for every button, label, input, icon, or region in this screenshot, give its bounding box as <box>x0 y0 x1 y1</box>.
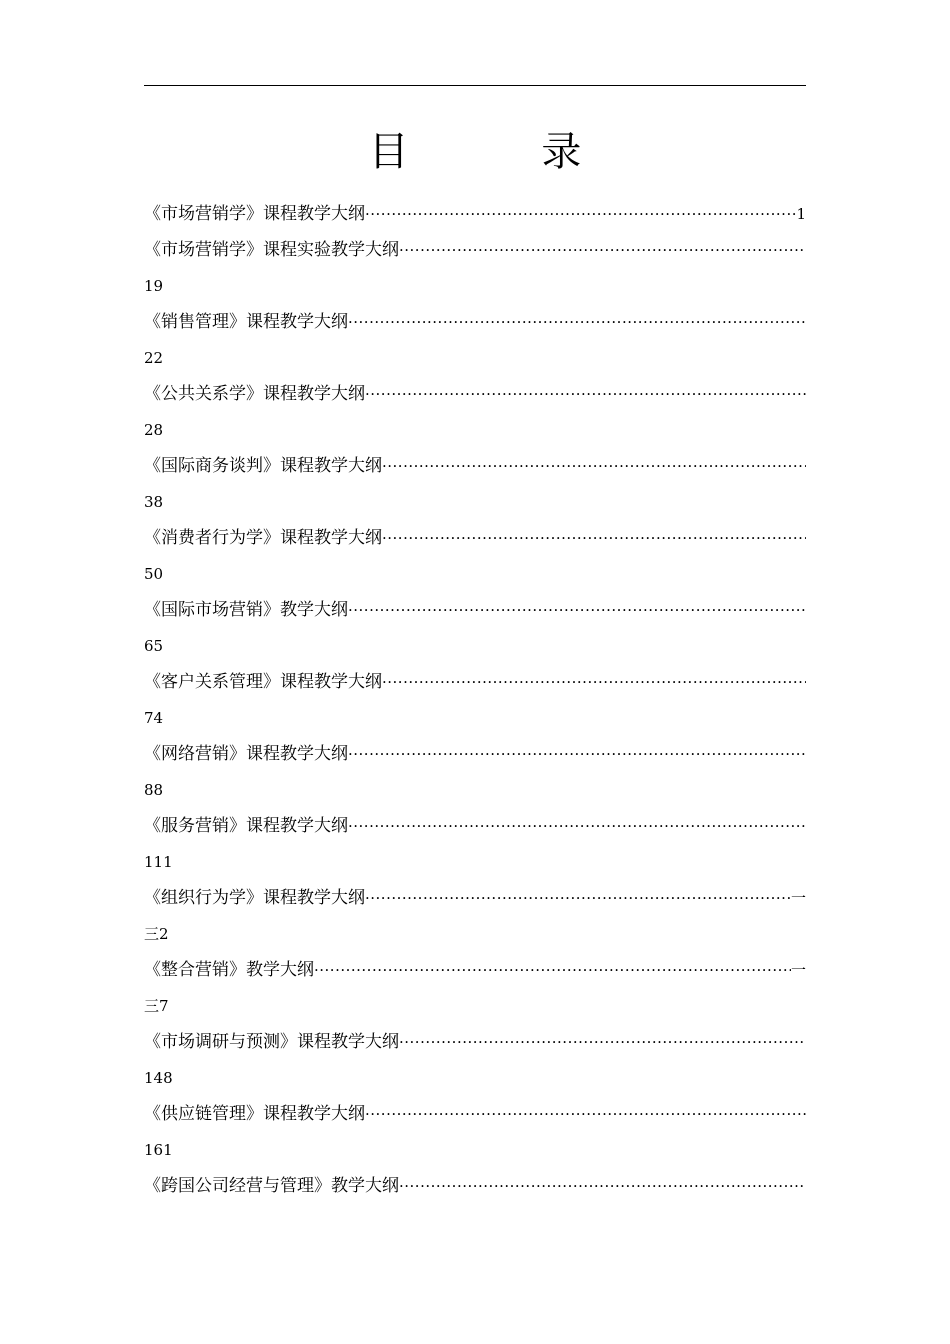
toc-entry-title: 《销售管理》课程教学大纲 <box>144 312 348 332</box>
toc-entry-title: 《跨国公司经营与管理》教学大纲 <box>144 1176 399 1196</box>
toc-leader-dots <box>382 520 806 556</box>
toc-entry-page: 三2 <box>144 925 169 943</box>
toc-entry-page: 22 <box>144 349 164 367</box>
toc-entry-page: 三7 <box>144 997 169 1015</box>
toc-entry-page: 1 <box>796 205 806 223</box>
toc-entry-title: 《供应链管理》课程教学大纲 <box>144 1104 365 1124</box>
toc-entry-title: 《市场营销学》课程实验教学大纲 <box>144 240 399 260</box>
toc-entry-page: 148 <box>144 1069 173 1087</box>
toc-entry-page: 50 <box>144 565 164 583</box>
toc-entry-title: 《组织行为学》课程教学大纲 <box>144 888 365 908</box>
toc-entry-title: 《市场调研与预测》课程教学大纲 <box>144 1032 399 1052</box>
toc-entry[interactable] <box>144 448 806 484</box>
toc-leader-dots <box>382 664 806 700</box>
toc-entry[interactable] <box>144 736 806 772</box>
toc-entry[interactable] <box>144 196 806 232</box>
toc-entry[interactable] <box>144 376 806 412</box>
toc-entry-page: 88 <box>144 781 164 799</box>
toc-leader-dots <box>348 304 806 340</box>
toc-entry-title: 《国际商务谈判》课程教学大纲 <box>144 456 382 476</box>
toc-entry[interactable] <box>144 664 806 700</box>
toc-entry-page: 65 <box>144 637 164 655</box>
toc-entry-title: 《网络营销》课程教学大纲 <box>144 744 348 764</box>
toc-leader-dots <box>348 592 806 628</box>
toc-leader-dots <box>399 232 806 268</box>
toc-entry-title: 《客户关系管理》课程教学大纲 <box>144 672 382 692</box>
toc-entry[interactable] <box>144 1024 806 1060</box>
toc-entry[interactable] <box>144 1096 806 1132</box>
toc-entry[interactable] <box>144 880 806 916</box>
toc-leader-dots <box>365 376 806 412</box>
toc-entry-title: 《整合营销》教学大纲 <box>144 960 314 980</box>
table-of-contents <box>144 196 806 1204</box>
page-title: 目 录 <box>368 129 642 175</box>
toc-entry-page: 111 <box>144 853 173 871</box>
toc-leader-dots <box>314 952 791 988</box>
toc-leader-dots <box>399 1168 806 1204</box>
toc-entry-title: 《国际市场营销》教学大纲 <box>144 600 348 620</box>
header-rule <box>144 85 806 86</box>
toc-entry[interactable] <box>144 1168 806 1204</box>
toc-entry-page-start: 一 <box>790 961 806 979</box>
toc-entry[interactable] <box>144 520 806 556</box>
toc-leader-dots <box>399 1024 806 1060</box>
toc-entry-title: 《公共关系学》课程教学大纲 <box>144 384 365 404</box>
toc-leader-dots <box>365 1096 806 1132</box>
toc-leader-dots <box>348 736 806 772</box>
toc-entry-page: 38 <box>144 493 164 511</box>
toc-entry-page: 161 <box>144 1141 173 1159</box>
toc-entry[interactable] <box>144 232 806 268</box>
toc-leader-dots <box>365 196 796 232</box>
toc-leader-dots <box>348 808 806 844</box>
toc-entry-page: 19 <box>144 277 164 295</box>
toc-leader-dots <box>382 448 806 484</box>
toc-entry-page: 28 <box>144 421 164 439</box>
toc-entry-title: 《市场营销学》课程教学大纲 <box>144 204 365 224</box>
toc-entry-page: 74 <box>144 709 164 727</box>
toc-entry[interactable] <box>144 808 806 844</box>
toc-entry-page-start: 一 <box>790 889 806 907</box>
toc-entry[interactable] <box>144 952 806 988</box>
toc-leader-dots <box>365 880 791 916</box>
toc-entry-title: 《服务营销》课程教学大纲 <box>144 816 348 836</box>
toc-entry-title: 《消费者行为学》课程教学大纲 <box>144 528 382 548</box>
toc-entry[interactable] <box>144 304 806 340</box>
toc-entry[interactable] <box>144 592 806 628</box>
